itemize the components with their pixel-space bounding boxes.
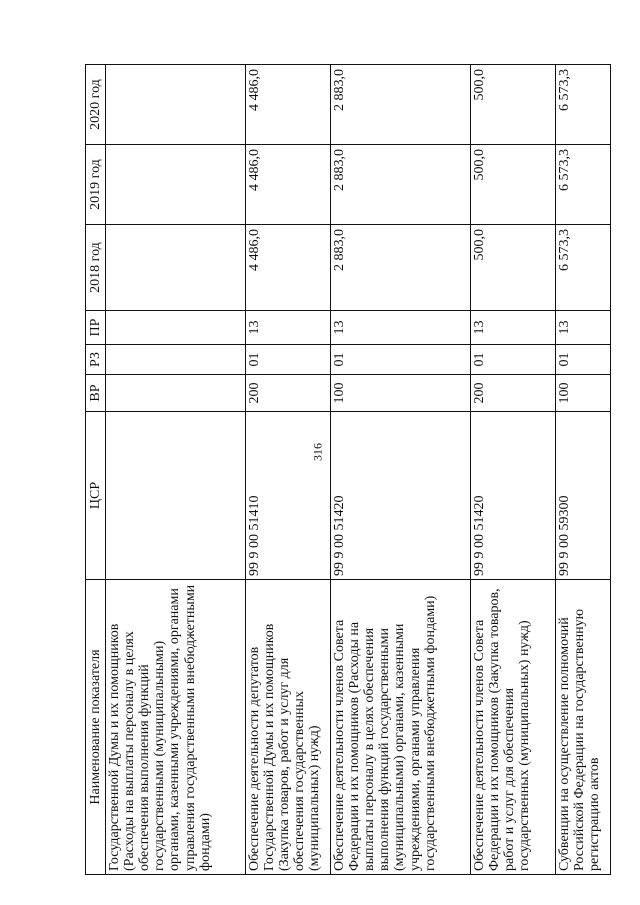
row-name: Обеспечение деятельности членов Совета Федерации и их помощников (Расходы на выплаты персоналу в целях обеспечения выполнения функций государственными (муниципальными) органами, казенными учреждениями, органами управления государственными внебюджетными фондами) [331,580,471,875]
row-csr: 99 9 00 51420 [331,412,471,580]
row-2019: 6 573,3 [556,145,611,225]
row-rz [106,345,246,375]
row-vr: 200 [471,375,556,412]
row-vr [106,375,246,412]
row-2020 [106,65,246,145]
budget-table [85,64,611,875]
header-name: Наименование показателя [86,580,106,875]
row-rz: 01 [471,345,556,375]
row-rz: 01 [331,345,471,375]
header-row [86,65,106,875]
row-2018 [106,225,246,311]
row-2018: 6 573,3 [556,225,611,311]
page-number: 316 [310,443,325,461]
table-row [331,65,471,875]
row-2019: 4 486,0 [246,145,331,225]
row-pr: 13 [331,311,471,345]
row-vr: 100 [331,375,471,412]
row-2020: 500,0 [471,65,556,145]
row-2018: 2 883,0 [331,225,471,311]
row-vr: 200 [246,375,331,412]
row-csr [106,412,246,580]
row-vr: 100 [556,375,611,412]
row-2018: 4 486,0 [246,225,331,311]
header-vr: ВР [86,375,106,412]
row-pr [106,311,246,345]
row-pr: 13 [556,311,611,345]
row-2019 [106,145,246,225]
row-name: Субвенции на осуществление полномочий Российской Федерации на государственную регистрацию актов [556,580,611,875]
table-row [556,65,611,875]
row-name: Обеспечение деятельности депутатов Государственной Думы и их помощников (Закупка товаров, работ и услуг для обеспечения государственных (муниципальных) нужд) [246,580,331,875]
row-2019: 500,0 [471,145,556,225]
header-pr: ПР [86,311,106,345]
header-2020: 2020 год [86,65,106,145]
row-2018: 500,0 [471,225,556,311]
row-2020: 4 486,0 [246,65,331,145]
row-pr: 13 [246,311,331,345]
row-name: Государственной Думы и их помощников (Расходы на выплаты персоналу в целях обеспечения выполнения функций государственными (муниципальными) органами, казенными учреждениями, органами управления государственными внебюджетными фондами) [106,580,246,875]
header-2019: 2019 год [86,145,106,225]
header-csr: ЦСР [86,412,106,580]
row-pr: 13 [471,311,556,345]
table-row [106,65,246,875]
rotated-page [85,65,610,875]
row-csr: 99 9 00 51420 [471,412,556,580]
row-csr: 99 9 00 59300 [556,412,611,580]
row-2020: 6 573,3 [556,65,611,145]
table-row [471,65,556,875]
table-row [246,65,331,875]
row-rz: 01 [556,345,611,375]
row-rz: 01 [246,345,331,375]
header-rz: РЗ [86,345,106,375]
row-csr: 99 9 00 51410 [246,412,331,580]
row-2020: 2 883,0 [331,65,471,145]
header-2018: 2018 год [86,225,106,311]
row-name: Обеспечение деятельности членов Совета Федерации и их помощников (Закупка товаров, работ и услуг для обеспечения государственных (муниципальных) нужд) [471,580,556,875]
row-2019: 2 883,0 [331,145,471,225]
